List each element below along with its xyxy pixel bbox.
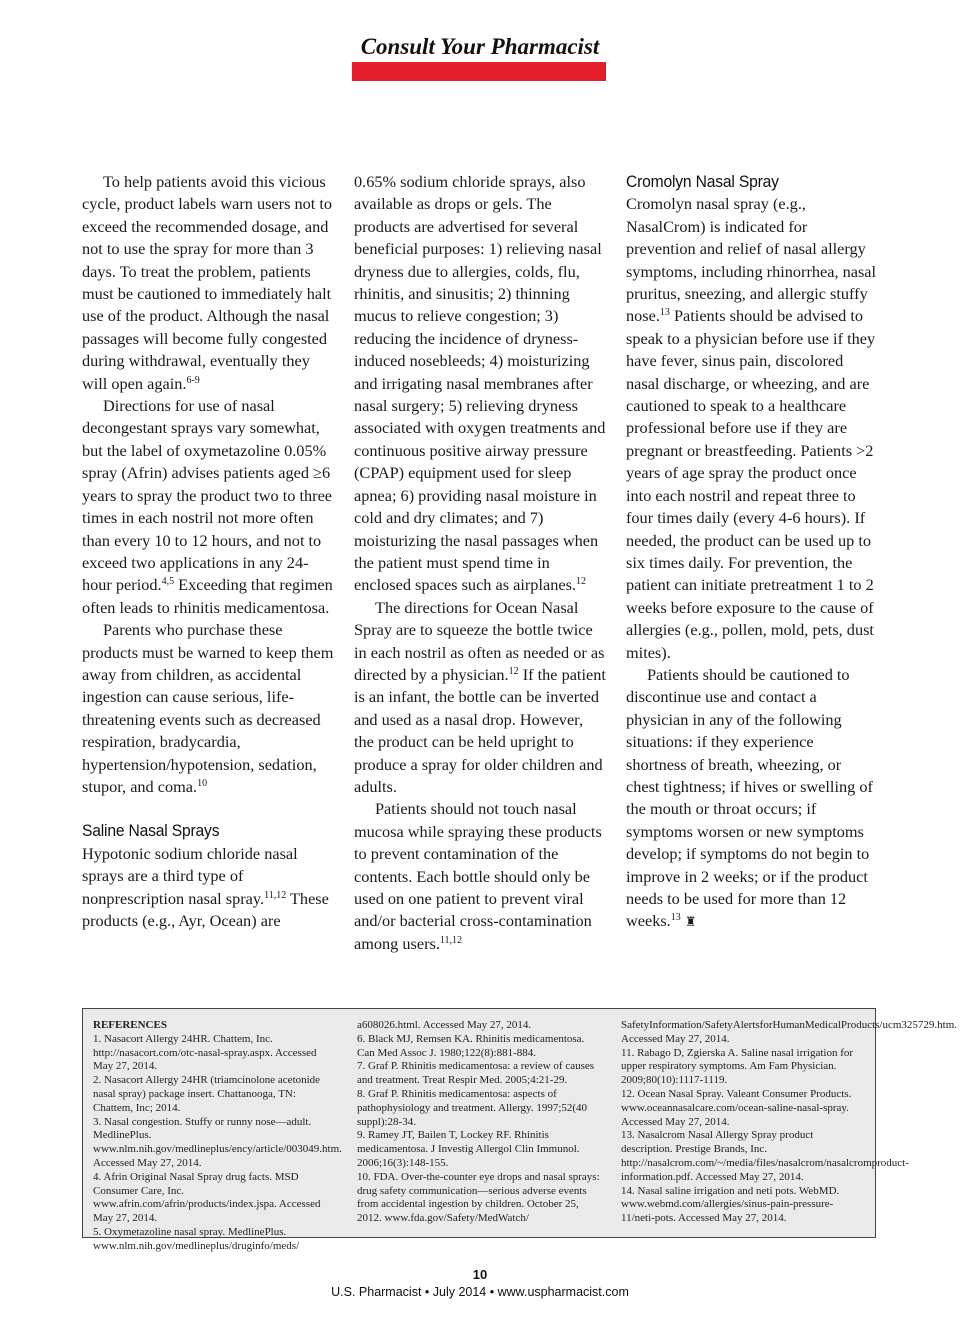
page-number: 10 xyxy=(472,1267,488,1282)
paragraph: Patients should not touch nasal mucosa while spraying these products to prevent contamination of the contents. Each bottle should only be used on one patient to prevent viral and/or bacterial cross-contamination among users.$^{11,12}$ xyxy=(354,799,602,953)
paragraph: To help patients avoid this vicious cycle, product labels warn users not to exceed the recommended dosage, and not to use the spray for more than 3 days. To treat the problem, patients must be cautioned to immediately halt use of the product. Although the nasal passages will become fully congested during withdrawal, eventually they will open again.$^{6-9}$ xyxy=(82,172,333,393)
reference-item: 9. Ramey JT, Bailen T, Lockey RF. Rhinitis medicamentosa. J Investig Allergol Clin Immunol. 2006;16(3):148-155. xyxy=(357,1129,580,1169)
reference-item: 4. Afrin Original Nasal Spray drug facts. MSD Consumer Care, Inc. www.afrin.com/afrin/products/index.jspa. Accessed May 27, 2014. xyxy=(93,1170,321,1225)
end-of-article-icon: ♜ xyxy=(684,914,697,930)
paragraph: Cromolyn nasal spray (e.g., NasalCrom) is indicated for prevention and relief of nasal allergy symptoms, including rhinorrhea, nasal pruritus, sneezing, and allergic stuffy nose.$^{13}$ Patients should be advised to speak to a physician before use if they have fever, sinus pain, discolored nasal discharge, or wheezing, and are cautioned to speak to a healthcare professional before use if they are pregnant or breastfeeding. Patients >2 years of age spray the product once into each nostril and repeat three to four times daily (every 4-6 hours). If needed, the product can be used up to six times daily. For prevention, the patient can initiate pretreatment 1 to 2 weeks before exposure to the cause of allergies (e.g., pollen, mold, pets, dust mites). xyxy=(626,194,877,662)
reference-item: 5. Oxymetazoline nasal spray. MedlinePlus. www.nlm.nih.gov/medlineplus/druginfo/meds/ xyxy=(93,1225,300,1252)
reference-item: 3. Nasal congestion. Stuffy or runny nose—adult. MedlinePlus. www.nlm.nih.gov/medlineplus/ency/article/003049.htm. Accessed May 27, 2014. xyxy=(93,1115,342,1169)
reference-item: a608026.html. Accessed May 27, 2014. xyxy=(357,1019,532,1031)
reference-item: 2. Nasacort Allergy 24HR (triamcinolone acetonide nasal spray) package insert. Chattanooga, TN: Chattem, Inc; 2014. xyxy=(93,1074,321,1114)
paragraph: Patients should be cautioned to discontinue use and contact a physician in any of the following situations: if they experience shortness of breath, wheezing, or chest tightness; if hives or swelling of the mouth or throat occurs; if symptoms worsen or new symptoms develop; if symptoms do not begin to improve in 2 weeks; or if the product needs to be used for more than 12 weeks.$^{13}$ ♜ xyxy=(626,664,873,931)
paragraph: 0.65% sodium chloride sprays, also available as drops or gels. The products are advertised for several beneficial purposes: 1) relieving nasal dryness due to allergies, colds, flu, rhinitis, and sinusitis; 2) thinning mucus to relieve congestion; 3) reducing the incidence of dryness-induced nosebleeds; 4) moisturizing and irrigating nasal membranes after nasal surgery; 5) relieving dryness associated with oxygen treatments and continuous positive airway pressure (CPAP) equipment used for sleep apnea; 6) providing nasal moisture in cold and dry climates; and 7) moisturizing the nasal passages when the patient must spend time in enclosed spaces such as airplanes.$^{12}$ xyxy=(354,172,606,595)
reference-item: 7. Graf P. Rhinitis medicamentosa: a review of causes and treatment. Treat Respir Med. 2005;4:21-29. xyxy=(357,1060,595,1087)
reference-item: 13. Nasalcrom Nasal Allergy Spray product description. Prestige Brands, Inc. http://nasalcrom.com/~/media/files/nasalcrom/nasalcromproduct-information.pdf. Accessed May 27, 2014. xyxy=(621,1129,909,1183)
header-accent-bar xyxy=(352,62,606,81)
paragraph: The directions for Ocean Nasal Spray are to squeeze the bottle twice in each nostril as often as needed or as directed by a physician.$^{12}$ If the patient is an infant, the bottle can be inverted and used as a nasal drop. However, the product can be held upright to produce a spray for older children and adults. xyxy=(354,597,606,796)
article-column-3 xyxy=(626,171,878,934)
reference-item: SafetyInformation/SafetyAlertsforHumanMedicalProducts/ucm325729.htm. Accessed May 27, 2014. xyxy=(621,1019,958,1045)
paragraph: Directions for use of nasal decongestant sprays vary somewhat, but the label of oxymetazoline 0.05% spray (Afrin) advises patients aged ≥6 years to spray the product two to three times in each nostril not more often than every 10 to 12 hours, and not to exceed two applications in any 24-hour period.$^{4,5}$ Exceeding that regimen often leads to rhinitis medicamentosa. xyxy=(82,396,333,617)
article-column-2 xyxy=(354,171,606,955)
section-heading-saline: Saline Nasal Sprays xyxy=(82,821,220,841)
references-column-2 xyxy=(357,1019,601,1226)
reference-item: 11. Rabago D, Zgierska A. Saline nasal irrigation for upper respiratory symptoms. Am Fam Physician. 2009;80(10):1117-1119. xyxy=(621,1046,854,1087)
references-box xyxy=(82,1008,958,1252)
reference-item: 6. Black MJ, Remsen KA. Rhinitis medicamentosa. Can Med Assoc J. 1980;122(8):881-884. xyxy=(357,1032,585,1059)
paragraph: Parents who purchase these products must be warned to keep them away from children, as accidental ingestion can cause serious, life-threatening events such as decreased respiration, bradycardia, hypertension/hypotension, sedation, stupor, and coma.$^{10}$ xyxy=(82,620,334,796)
reference-item: 14. Nasal saline irrigation and neti pots. WebMD. www.webmd.com/allergies/sinus-pain-pressure-11/neti-pots. Accessed May 27, 2014. xyxy=(621,1184,840,1225)
page-title: Consult Your Pharmacist xyxy=(360,34,600,59)
reference-item: 8. Graf P. Rhinitis medicamentosa: aspects of pathophysiology and treatment. Allergy. 1997;52(40 suppl):28-34. xyxy=(357,1087,588,1128)
article-column-1 xyxy=(82,171,334,932)
reference-item: 1. Nasacort Allergy 24HR. Chattem, Inc. http://nasacort.com/otc-nasal-spray.aspx. Accessed May 27, 2014. xyxy=(93,1032,317,1073)
references-title: REFERENCES xyxy=(93,1019,167,1031)
footer-publication-line: U.S. Pharmacist • July 2014 • www.uspharmacist.com xyxy=(331,1285,629,1299)
reference-item: 10. FDA. Over-the-counter eye drops and nasal sprays: drug safety communication—serious adverse events from accidental ingestion by children. October 25, 2012. www.fda.gov/Safety/MedWatch/ xyxy=(357,1170,600,1225)
section-heading-cromolyn: Cromolyn Nasal Spray xyxy=(626,172,779,191)
reference-item: 12. Ocean Nasal Spray. Valeant Consumer Products. www.oceannasalcare.com/ocean-saline-nasal-spray. Accessed May 27, 2014. xyxy=(621,1087,852,1128)
references-column-1 xyxy=(93,1019,342,1254)
paragraph: Hypotonic sodium chloride nasal sprays are a third type of nonprescription nasal spray.$^{11,12}$ These products (e.g., Ayr, Ocean) are xyxy=(82,843,329,930)
references-column-3 xyxy=(621,1019,958,1226)
